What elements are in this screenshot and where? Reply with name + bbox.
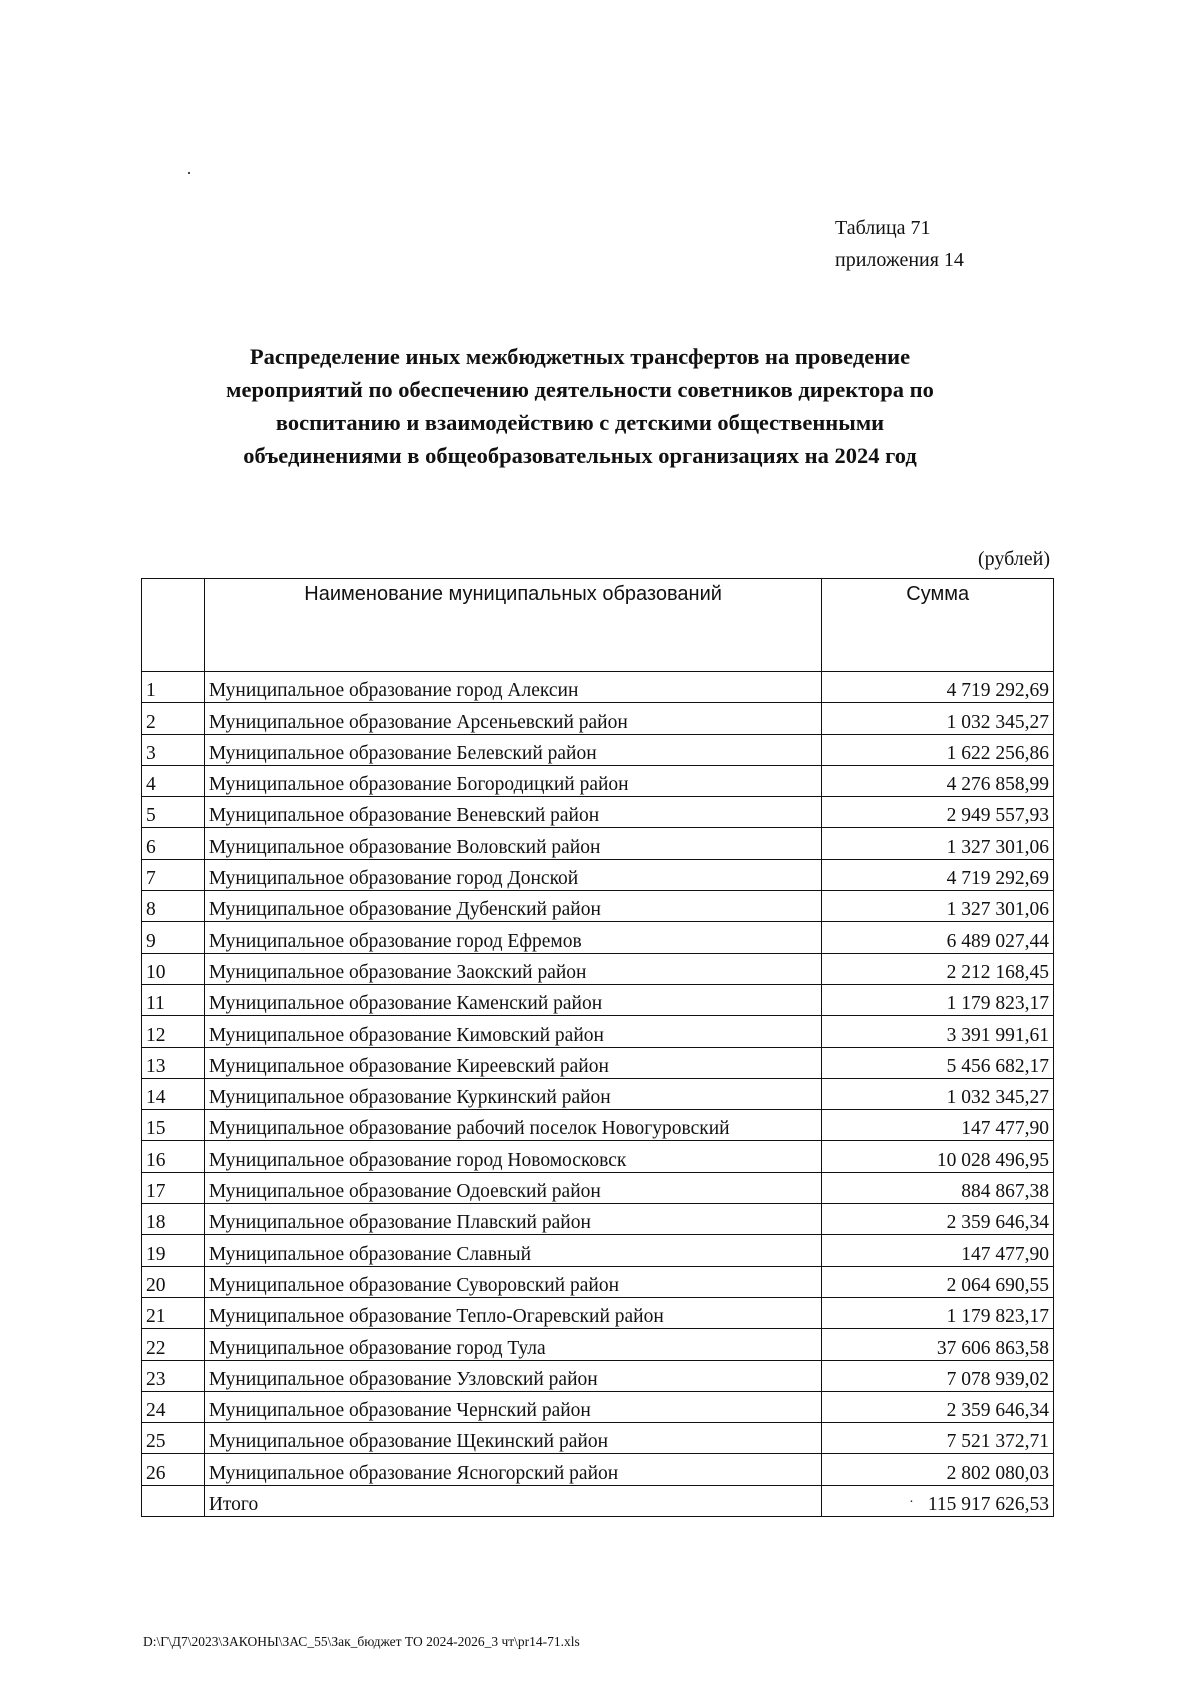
row-number: 9 xyxy=(142,922,205,953)
table-row xyxy=(142,1329,1054,1360)
row-number: 26 xyxy=(142,1454,205,1485)
title-line-3: воспитанию и взаимодействию с детскими общественными xyxy=(275,410,885,435)
table-row xyxy=(142,1204,1054,1235)
row-sum: 1 622 256,86 xyxy=(822,734,1054,765)
row-name: Муниципальное образование Одоевский район xyxy=(204,1172,822,1203)
table-row xyxy=(142,1266,1054,1297)
row-name: Муниципальное образование Киреевский район xyxy=(204,1047,822,1078)
row-number: 25 xyxy=(142,1423,205,1454)
row-sum: 4 719 292,69 xyxy=(822,859,1054,890)
row-name: Муниципальное образование город Новомосковск xyxy=(204,1141,822,1172)
title-line-1: Распределение иных межбюджетных трансфертов на проведение xyxy=(249,344,911,369)
row-name: Муниципальное образование Заокский район xyxy=(204,953,822,984)
row-name: Муниципальное образование Белевский район xyxy=(204,734,822,765)
table-number: Таблица 71 xyxy=(835,217,931,239)
row-sum: 3 391 991,61 xyxy=(822,1016,1054,1047)
row-sum: 1 179 823,17 xyxy=(822,1297,1054,1328)
row-sum: 1 032 345,27 xyxy=(822,703,1054,734)
title-line-4: объединениями в общеобразовательных организациях на 2024 год xyxy=(243,443,917,468)
row-sum: 5 456 682,17 xyxy=(822,1047,1054,1078)
row-number: 6 xyxy=(142,828,205,859)
table-row xyxy=(142,828,1054,859)
row-number: 12 xyxy=(142,1016,205,1047)
row-number: 7 xyxy=(142,859,205,890)
row-name: Муниципальное образование Каменский район xyxy=(204,984,822,1015)
row-sum: 4 276 858,99 xyxy=(822,765,1054,796)
row-name: Муниципальное образование Богородицкий район xyxy=(204,765,822,796)
table-row xyxy=(142,1110,1054,1141)
row-number: 18 xyxy=(142,1204,205,1235)
row-name: Муниципальное образование город Алексин xyxy=(204,672,822,703)
row-name: Муниципальное образование город Донской xyxy=(204,859,822,890)
total-mark: · xyxy=(909,1495,914,1511)
row-sum: 2 212 168,45 xyxy=(822,953,1054,984)
row-number: 10 xyxy=(142,953,205,984)
row-name: Муниципальное образование Кимовский район xyxy=(204,1016,822,1047)
row-sum: 7 521 372,71 xyxy=(822,1423,1054,1454)
table-row xyxy=(142,1423,1054,1454)
row-number: 20 xyxy=(142,1266,205,1297)
row-name: Муниципальное образование Ясногорский район xyxy=(204,1454,822,1485)
allocation-table xyxy=(141,578,1054,1517)
row-sum: 2 949 557,93 xyxy=(822,797,1054,828)
row-name: Муниципальное образование Щекинский район xyxy=(204,1423,822,1454)
file-path: D:\Г\Д7\2023\ЗАКОНЫ\ЗАС_55\Зак_бюджет ТО 2024-2026_3 чт\pr14-71.xls xyxy=(143,1634,580,1649)
appendix-label: приложения 14 xyxy=(835,249,964,271)
row-name: Муниципальное образование Узловский район xyxy=(204,1360,822,1391)
row-number: 16 xyxy=(142,1141,205,1172)
row-name: Муниципальное образование Тепло-Огаревский район xyxy=(204,1297,822,1328)
table-row xyxy=(142,765,1054,796)
row-name: Муниципальное образование город Тула xyxy=(204,1329,822,1360)
title-line-2: мероприятий по обеспечению деятельности советников директора по xyxy=(226,377,934,402)
row-sum: 4 719 292,69 xyxy=(822,672,1054,703)
total-number xyxy=(142,1485,205,1516)
row-sum: 147 477,90 xyxy=(822,1110,1054,1141)
row-number: 4 xyxy=(142,765,205,796)
header-sum: Сумма xyxy=(822,579,1054,672)
row-name: Муниципальное образование Воловский район xyxy=(204,828,822,859)
table-row xyxy=(142,1360,1054,1391)
table-row xyxy=(142,953,1054,984)
document-title xyxy=(170,340,990,472)
row-name: Муниципальное образование Плавский район xyxy=(204,1204,822,1235)
row-number: 5 xyxy=(142,797,205,828)
row-sum: 10 028 496,95 xyxy=(822,1141,1054,1172)
table-row xyxy=(142,922,1054,953)
header-number xyxy=(142,579,205,672)
row-sum: 7 078 939,02 xyxy=(822,1360,1054,1391)
row-number: 1 xyxy=(142,672,205,703)
row-name: Муниципальное образование Веневский район xyxy=(204,797,822,828)
total-row xyxy=(142,1485,1054,1516)
row-number: 13 xyxy=(142,1047,205,1078)
row-sum: 37 606 863,58 xyxy=(822,1329,1054,1360)
row-number: 22 xyxy=(142,1329,205,1360)
row-name: Муниципальное образование Арсеньевский район xyxy=(204,703,822,734)
row-sum: 1 327 301,06 xyxy=(822,828,1054,859)
row-number: 2 xyxy=(142,703,205,734)
row-sum: 1 327 301,06 xyxy=(822,891,1054,922)
row-sum: 2 802 080,03 xyxy=(822,1454,1054,1485)
row-sum: 2 064 690,55 xyxy=(822,1266,1054,1297)
scan-speck xyxy=(188,172,190,174)
table-row xyxy=(142,859,1054,890)
units-label: (рублей) xyxy=(977,548,1050,570)
table-row xyxy=(142,1047,1054,1078)
table-row xyxy=(142,797,1054,828)
row-name: Муниципальное образование рабочий поселок Новогуровский xyxy=(204,1110,822,1141)
row-sum: 147 477,90 xyxy=(822,1235,1054,1266)
row-number: 21 xyxy=(142,1297,205,1328)
table-row xyxy=(142,984,1054,1015)
total-sum-cell xyxy=(822,1485,1054,1516)
row-number: 15 xyxy=(142,1110,205,1141)
row-number: 23 xyxy=(142,1360,205,1391)
row-name: Муниципальное образование Славный xyxy=(204,1235,822,1266)
row-sum: 884 867,38 xyxy=(822,1172,1054,1203)
row-number: 17 xyxy=(142,1172,205,1203)
row-name: Муниципальное образование город Ефремов xyxy=(204,922,822,953)
row-sum: 1 179 823,17 xyxy=(822,984,1054,1015)
row-number: 11 xyxy=(142,984,205,1015)
row-number: 24 xyxy=(142,1391,205,1422)
row-sum: 6 489 027,44 xyxy=(822,922,1054,953)
row-name: Муниципальное образование Суворовский район xyxy=(204,1266,822,1297)
row-number: 3 xyxy=(142,734,205,765)
total-label: Итого xyxy=(204,1485,822,1516)
header-name: Наименование муниципальных образований xyxy=(204,579,822,672)
table-row xyxy=(142,703,1054,734)
table-row xyxy=(142,891,1054,922)
table-row xyxy=(142,1235,1054,1266)
row-name: Муниципальное образование Куркинский район xyxy=(204,1078,822,1109)
row-number: 14 xyxy=(142,1078,205,1109)
table-body xyxy=(142,672,1054,1486)
table-reference xyxy=(835,212,964,276)
row-sum: 1 032 345,27 xyxy=(822,1078,1054,1109)
row-sum: 2 359 646,34 xyxy=(822,1204,1054,1235)
table-row xyxy=(142,1172,1054,1203)
row-number: 19 xyxy=(142,1235,205,1266)
row-sum: 2 359 646,34 xyxy=(822,1391,1054,1422)
table-row xyxy=(142,1141,1054,1172)
table-row xyxy=(142,1297,1054,1328)
table-row xyxy=(142,734,1054,765)
table-row xyxy=(142,1078,1054,1109)
row-name: Муниципальное образование Чернский район xyxy=(204,1391,822,1422)
table-row xyxy=(142,672,1054,703)
row-name: Муниципальное образование Дубенский район xyxy=(204,891,822,922)
table-row xyxy=(142,1016,1054,1047)
table-row xyxy=(142,1391,1054,1422)
table-header-row xyxy=(142,579,1054,672)
total-sum: 115 917 626,53 xyxy=(927,1494,1049,1516)
row-number: 8 xyxy=(142,891,205,922)
table-row xyxy=(142,1454,1054,1485)
